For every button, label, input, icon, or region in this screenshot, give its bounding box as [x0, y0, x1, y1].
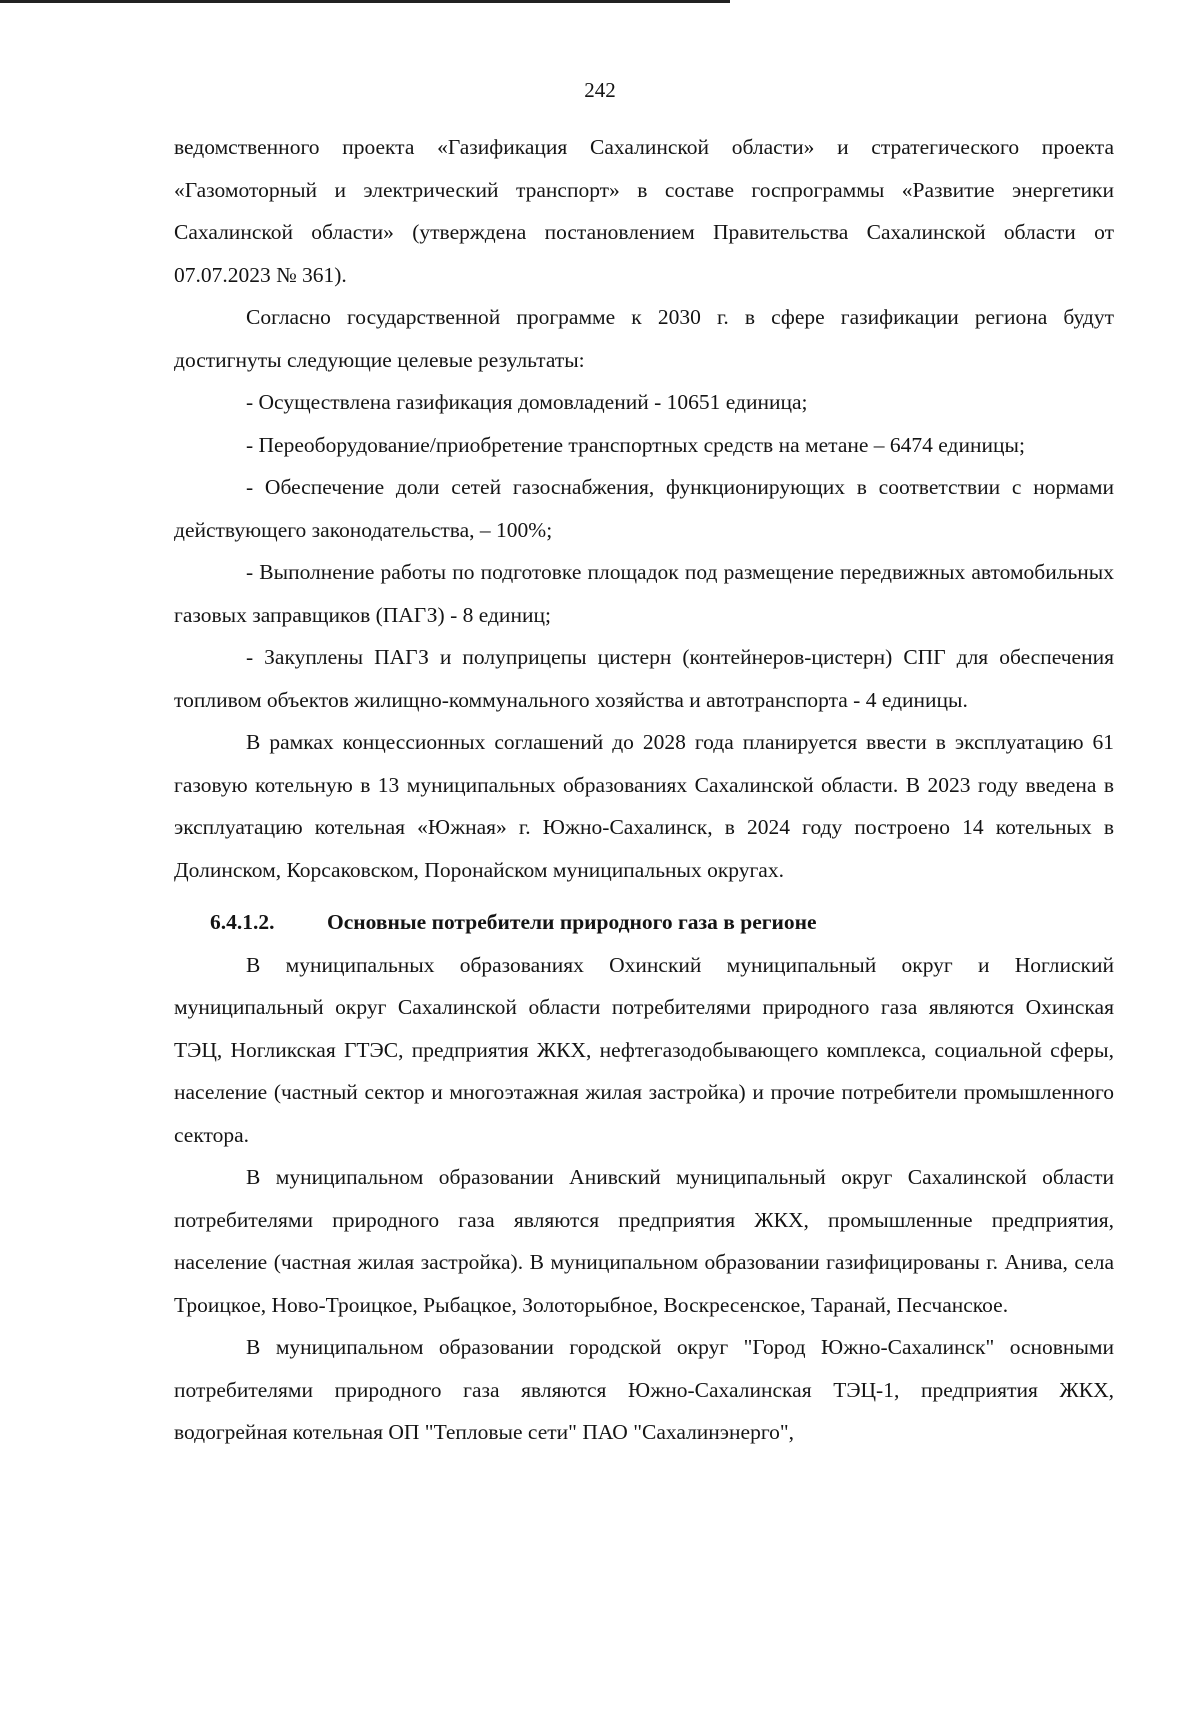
document-body: [174, 126, 1114, 1454]
list-item-methane-vehicles: - Переоборудование/приобретение транспортных средств на метане – 6474 единицы;: [246, 432, 1025, 457]
page-number: 242: [584, 78, 616, 102]
paragraph-target-results-intro: Согласно государственной программе к 2030 г. в сфере газификации региона будут достигнуты следующие целевые результаты:: [174, 305, 1114, 372]
list-item-households: - Осуществлена газификация домовладений - 10651 единица;: [246, 390, 808, 414]
section-title: Основные потребители природного газа в регионе: [327, 910, 817, 934]
top-border-line: [0, 0, 730, 3]
section-number: 6.4.1.2.: [210, 910, 275, 934]
list-item-gas-networks: - Обеспечение доли сетей газоснабжения, функционирующих в соответствии с нормами действующего законодательства, – 100%;: [174, 475, 1114, 542]
list-item-pagz-sites: - Выполнение работы по подготовке площадок под размещение передвижных автомобильных газовых заправщиков (ПАГЗ) - 8 единиц;: [174, 560, 1114, 627]
paragraph-concessions: В рамках концессионных соглашений до 2028 года планируется ввести в эксплуатацию 61 газовую котельную в 13 муниципальных образованиях Сахалинской области. В 2023 году введена в эксплуатацию котельная «Южная» г. Южно-Сахалинск, в 2024 году построено 14 котельных в Долинском, Корсаковском, Поронайском муниципальных округах.: [174, 730, 1114, 882]
paragraph-yuzhno-sakhalinsk: В муниципальном образовании городской округ "Город Южно-Сахалинск" основными потребителями природного газа являются Южно-Сахалинская ТЭЦ-1, предприятия ЖКХ, водогрейная котельная ОП "Тепловые сети" ПАО "Сахалинэнерго",: [174, 1335, 1114, 1444]
section-heading: [174, 901, 1114, 944]
list-item-pagz-purchase: - Закуплены ПАГЗ и полуприцепы цистерн (контейнеров-цистерн) СПГ для обеспечения топливом объектов жилищно-коммунального хозяйства и автотранспорта - 4 единицы.: [174, 645, 1114, 712]
paragraph-aniva: В муниципальном образовании Анивский муниципальный округ Сахалинской области потребителями природного газа являются предприятия ЖКХ, промышленные предприятия, население (частная жилая застройка). В муниципальном образовании газифицированы г. Анива, села Троицкое, Ново-Троицкое, Рыбацкое, Золоторыбное, Воскресенское, Таранай, Песчанское.: [174, 1165, 1114, 1317]
paragraph-program-continuation: ведомственного проекта «Газификация Сахалинской области» и стратегического проекта «Газомоторный и электрический транспорт» в составе госпрограммы «Развитие энергетики Сахалинской области» (утверждена постановлением Правительства Сахалинской области от 07.07.2023 № 361).: [174, 135, 1114, 287]
paragraph-okha-nogliki: В муниципальных образованиях Охинский муниципальный округ и Ноглиский муниципальный округ Сахалинской области потребителями природного газа являются Охинская ТЭЦ, Ногликская ГТЭС, предприятия ЖКХ, нефтегазодобывающего комплекса, социальной сферы, население (частный сектор и многоэтажная жилая застройка) и прочие потребители промышленного сектора.: [174, 952, 1114, 1147]
